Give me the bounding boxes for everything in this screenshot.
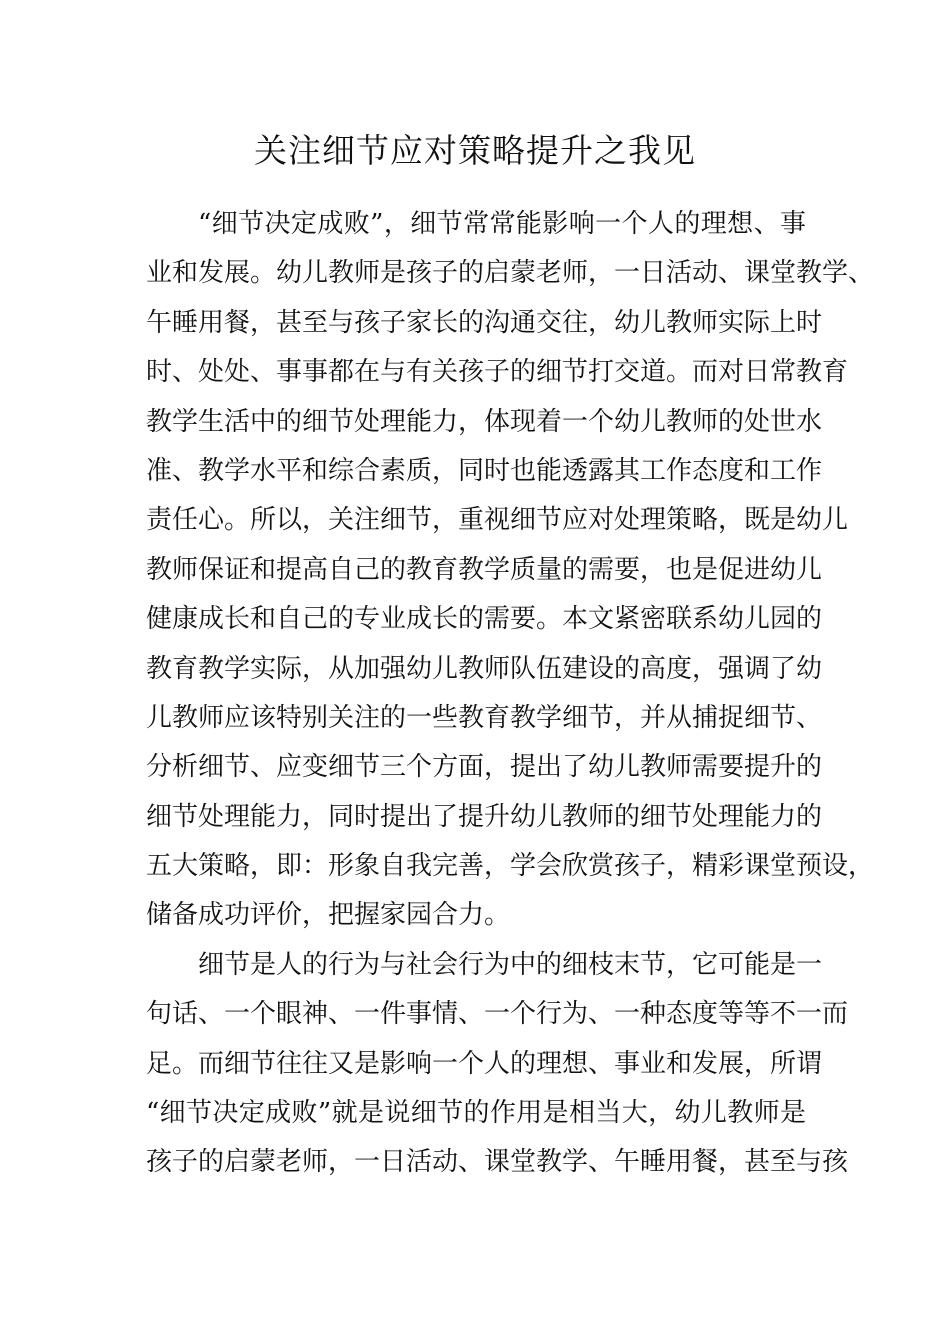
text-line: 孩子的启蒙老师，一日活动、课堂教学、午睡用餐，甚至与孩 xyxy=(146,1147,849,1178)
text-line: 教育教学实际，从加强幼儿教师队伍建设的高度，强调了幼 xyxy=(146,653,823,684)
text-line: 细节处理能力，同时提出了提升幼儿教师的细节处理能力的 xyxy=(146,801,823,832)
document-body xyxy=(146,200,875,1188)
text-line: “细节决定成败”就是说细节的作用是相当大，幼儿教师是 xyxy=(146,1098,806,1129)
text-line: “细节决定成败”，细节常常能影响一个人的理想、事 xyxy=(198,209,806,239)
text-line: 儿教师应该特别关注的一些教育教学细节，并从捕捉细节、 xyxy=(146,702,823,733)
text-line: 教学生活中的细节处理能力，体现着一个幼儿教师的处世水 xyxy=(146,406,823,437)
text-line: 责任心。所以，关注细节，重视细节应对处理策略，既是幼儿 xyxy=(146,505,849,536)
text-line: 足。而细节往往又是影响一个人的理想、事业和发展，所谓 xyxy=(146,1048,823,1079)
text-line: 储备成功评价，把握家园合力。 xyxy=(146,900,511,931)
document-title: 关注细节应对策略提升之我见 xyxy=(254,131,696,170)
text-line: 准、教学水平和综合素质，同时也能透露其工作态度和工作 xyxy=(146,455,823,486)
text-line: 细节是人的行为与社会行为中的细枝末节，它可能是一 xyxy=(198,949,823,980)
text-line: 健康成长和自己的专业成长的需要。本文紧密联系幼儿园的 xyxy=(146,604,823,635)
text-line: 五大策略，即：形象自我完善，学会欣赏孩子，精彩课堂预设， xyxy=(146,851,875,882)
paragraph-1 xyxy=(146,200,875,941)
text-line: 分析细节、应变细节三个方面，提出了幼儿教师需要提升的 xyxy=(146,752,823,783)
text-line: 午睡用餐，甚至与孩子家长的沟通交往，幼儿教师实际上时 xyxy=(146,307,823,338)
text-line: 业和发展。幼儿教师是孩子的启蒙老师，一日活动、课堂教学、 xyxy=(146,258,875,289)
text-line: 教师保证和提高自己的教育教学质量的需要，也是促进幼儿 xyxy=(146,554,823,585)
text-line: 句话、一个眼神、一件事情、一个行为、一种态度等等不一而 xyxy=(146,999,849,1030)
text-line: 时、处处、事事都在与有关孩子的细节打交道。而对日常教育 xyxy=(146,357,849,388)
paragraph-2 xyxy=(146,941,849,1188)
